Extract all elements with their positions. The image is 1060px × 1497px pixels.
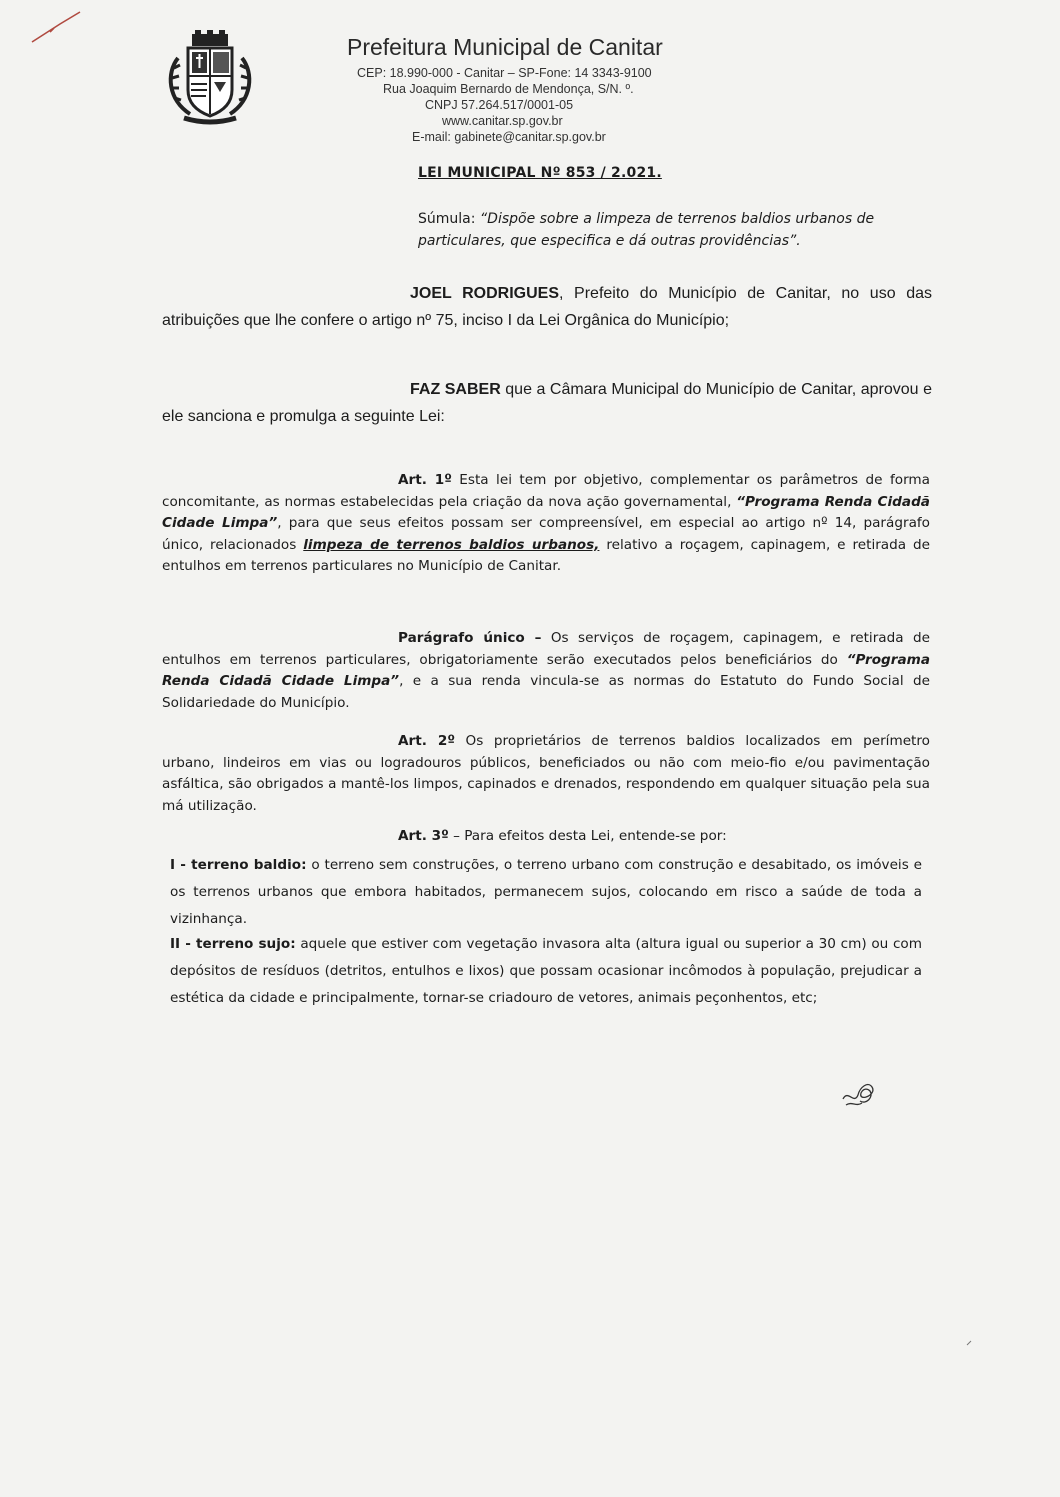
pen-stroke-mark xyxy=(30,6,90,46)
sumula xyxy=(418,208,928,252)
paragrafo-unico-label: Parágrafo único – xyxy=(398,630,542,646)
article-3 xyxy=(162,826,930,848)
mayor-name: JOEL RODRIGUES xyxy=(410,285,559,302)
art3-label: Art. 3º xyxy=(398,828,449,844)
signature-rubric xyxy=(840,1075,880,1111)
sumula-text: “Dispõe sobre a limpeza de terrenos baldios urbanos de particulares, que especifica e dá outras providências”. xyxy=(418,211,875,249)
header-email: E-mail: gabinete@canitar.sp.gov.br xyxy=(412,130,606,144)
preamble-paragraph xyxy=(162,280,932,334)
sumula-label: Súmula: xyxy=(418,211,480,227)
art1-text-a: Esta lei tem por objetivo, complementar os parâmetros de forma concomitante, as normas estabelecidas pela criação da nova ação governamental, xyxy=(162,472,930,510)
art1-highlight: limpeza de terrenos baldios urbanos, xyxy=(303,536,600,553)
header-cep-phone: CEP: 18.990-000 - Canitar – SP-Fone: 14 3343-9100 xyxy=(357,66,652,80)
faz-saber-lead: FAZ SABER xyxy=(410,381,501,398)
paragrafo-unico xyxy=(162,628,930,714)
municipal-crest-icon xyxy=(160,28,260,128)
paragrafo-unico-program: “Programa Renda Cidadã Cidade Limpa” xyxy=(162,651,930,689)
article-2 xyxy=(162,731,930,817)
art1-program-name: “Programa Renda Cidadã Cidade Limpa” xyxy=(162,493,930,531)
art2-label: Art. 2º xyxy=(398,733,455,749)
faz-saber-text: que a Câmara Municipal do Município de Canitar, aprovou e ele sanciona e promulga a seguinte Lei: xyxy=(162,381,932,425)
art1-text-b: , para que seus efeitos possam ser compreensível, em especial ao artigo nº 14, parágrafo único, relacionados xyxy=(162,515,930,553)
art2-text: Os proprietários de terrenos baldios localizados em perímetro urbano, lindeiros em vias ou logradouros públicos, beneficiados ou não com meio-fio e/ou pavimentação asfáltica, são obrigados a mantê-los limpos, capinados e drenados, respondendo em qualquer situação pela sua má utilização. xyxy=(162,733,930,814)
header-address: Rua Joaquim Bernardo de Mendonça, S/N. º. xyxy=(383,82,634,96)
art3-item-1-text: o terreno sem construções, o terreno urbano com construção e desabitado, os imóveis e os terrenos urbanos que embora habitados, permanecem sujos, colocando em risco a saúde de toda a vizinhança. xyxy=(170,857,922,927)
header-website: www.canitar.sp.gov.br xyxy=(442,114,563,128)
law-title: LEI MUNICIPAL Nº 853 / 2.021. xyxy=(418,165,662,181)
paragrafo-unico-text-a: Os serviços de roçagem, capinagem, e retirada de entulhos em terrenos particulares, obrigatoriamente serão executados pelos beneficiários do xyxy=(162,630,930,668)
art3-item-1-label: I - terreno baldio: xyxy=(170,857,307,873)
scan-speck xyxy=(966,1340,972,1346)
art3-item-2 xyxy=(170,931,922,1012)
header-title: Prefeitura Municipal de Canitar xyxy=(347,34,663,60)
art1-label: Art. 1º xyxy=(398,472,452,488)
article-1 xyxy=(162,470,930,578)
paragrafo-unico-text-b: , e a sua renda vincula-se as normas do Estatuto do Fundo Social de Solidariedade do Município. xyxy=(162,673,931,711)
preamble-text: , Prefeito do Município de Canitar, no uso das atribuições que lhe confere o artigo nº 75, inciso I da Lei Orgânica do Município; xyxy=(162,285,932,329)
art3-item-2-text: aquele que estiver com vegetação invasora alta (altura igual ou superior a 30 cm) ou com depósitos de resíduos (detritos, entulhos e lixos) que possam ocasionar incômodos à população, prejudicar a estética da cidade e principalmente, tornar-se criadouro de vetores, animais peçonhentos, etc; xyxy=(170,936,922,1006)
faz-saber-paragraph xyxy=(162,376,932,430)
art3-text: – Para efeitos desta Lei, entende-se por: xyxy=(448,828,727,844)
header-cnpj: CNPJ 57.264.517/0001-05 xyxy=(425,98,574,112)
art1-text-c: relativo a roçagem, capinagem, e retirada de entulhos em terrenos particulares no Município de Canitar. xyxy=(162,536,930,574)
art3-item-2-label: II - terreno sujo: xyxy=(170,936,296,952)
art3-item-1 xyxy=(170,852,922,933)
